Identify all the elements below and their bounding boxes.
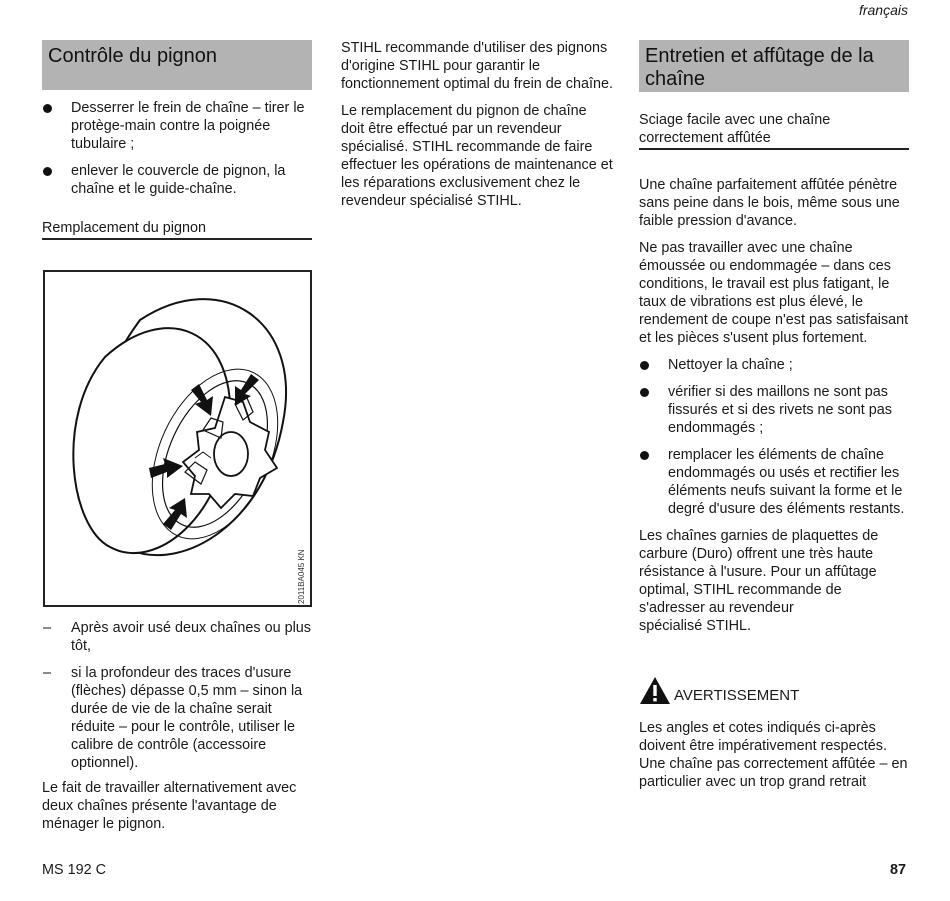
language-label: français <box>858 2 908 18</box>
list-item-text: Desserrer le frein de chaîne – tirer le protège-main contre la poignée tubulaire ; <box>71 100 305 152</box>
bullet-dot-icon <box>640 361 649 370</box>
dash-marker: – <box>43 620 52 636</box>
list-item-text: remplacer les éléments de chaîne endommagés ou usés et rectifier les éléments neufs suivant la forme et le degré d'usure des éléments restants. <box>668 447 905 517</box>
list-item <box>42 162 314 198</box>
duro-text: Les chaînes garnies de plaquettes de carbure (Duro) offrent une très haute résistance à l'usure. Pour un affûtage optimal, STIHL recommande de s'adresser au revendeur <box>639 528 879 616</box>
list-item <box>639 383 911 437</box>
list-item <box>42 619 314 655</box>
page-number: 87 <box>889 862 906 878</box>
list-item <box>42 664 314 772</box>
figure-code: 2011BA045 KN <box>297 549 306 604</box>
warning-header <box>639 676 911 705</box>
paragraph: STIHL recommande d'utiliser des pignons d'origine STIHL pour garantir le fonctionnement optimal du frein de chaîne. <box>341 40 613 92</box>
paragraph <box>639 527 911 635</box>
chain-care-list <box>639 356 911 518</box>
section-heading-chain-maintenance: Entretien et affûtage de la chaîne <box>639 40 909 92</box>
model-label: MS 192 C <box>42 862 106 878</box>
warning-text: Les angles et cotes indiqués ci-après doivent être impérativement respectés. Une chaîne pas correctement affûtée – en particulier avec un trop grand retrait <box>639 720 908 790</box>
list-item <box>639 446 911 518</box>
list-item-text: Après avoir usé deux chaînes ou plus tôt, <box>71 620 311 654</box>
warning-triangle-icon <box>639 676 671 705</box>
paragraph: Une chaîne parfaitement affûtée pénètre sans peine dans le bois, même sous une faible pression d'avance. <box>639 177 900 229</box>
bullet-dot-icon <box>640 388 649 397</box>
bullet-dot-icon <box>640 451 649 460</box>
duro-text-end: spécialisé STIHL. <box>639 618 751 634</box>
list-item-text: Nettoyer la chaîne ; <box>668 357 793 373</box>
list-item-text: enlever le couvercle de pignon, la chaîne et le guide-chaîne. <box>71 163 286 197</box>
list-item <box>42 99 314 153</box>
wear-conditions-list <box>42 619 314 781</box>
sprocket-figure <box>43 270 312 607</box>
wear-arrow-icon <box>235 374 259 406</box>
list-item-text: si la profondeur des traces d'usure (flèches) dépasse 0,5 mm – sinon la durée de vie de la chaîne serait réduite – pour le contrôle, utiliser le calibre de contrôle (accessoire optionnel). <box>71 665 303 771</box>
subheading-easy-cutting: Sciage facile avec une chaîne correctement affûtée <box>639 111 909 150</box>
bullet-dot-icon <box>43 104 52 113</box>
sprocket-steps-list <box>42 99 314 207</box>
list-item-text: vérifier si des maillons ne sont pas fissurés et si des rivets ne sont pas endommagés ; <box>668 384 892 436</box>
paragraph: Le remplacement du pignon de chaîne doit être effectué par un revendeur spécialisé. STIHL recommande de faire effectuer les opérations de maintenance et les réparations exclusivement chez le revendeur spécialisé STIHL. <box>341 103 613 209</box>
warning-label: AVERTISSEMENT <box>674 687 800 704</box>
paragraph: Ne pas travailler avec une chaîne émoussée ou endommagée – dans ces conditions, le travail est plus fatigant, le taux de vibrations est plus élevé, le rendement de coupe n'est pas satisfaisant et les pièces s'usent plus fortement. <box>639 240 909 346</box>
bullet-dot-icon <box>43 167 52 176</box>
subheading-sprocket-replacement: Remplacement du pignon <box>42 219 312 240</box>
recommendation-text <box>341 39 613 219</box>
section-heading-sprocket-check: Contrôle du pignon <box>42 40 312 90</box>
list-item <box>639 356 911 374</box>
chain-maintenance-text <box>639 176 911 644</box>
dash-marker: – <box>43 665 52 681</box>
alternate-chains-note: Le fait de travailler alternativement avec deux chaînes présente l'avantage de ménager le pignon. <box>42 780 297 832</box>
sprocket-illustration <box>45 272 310 605</box>
